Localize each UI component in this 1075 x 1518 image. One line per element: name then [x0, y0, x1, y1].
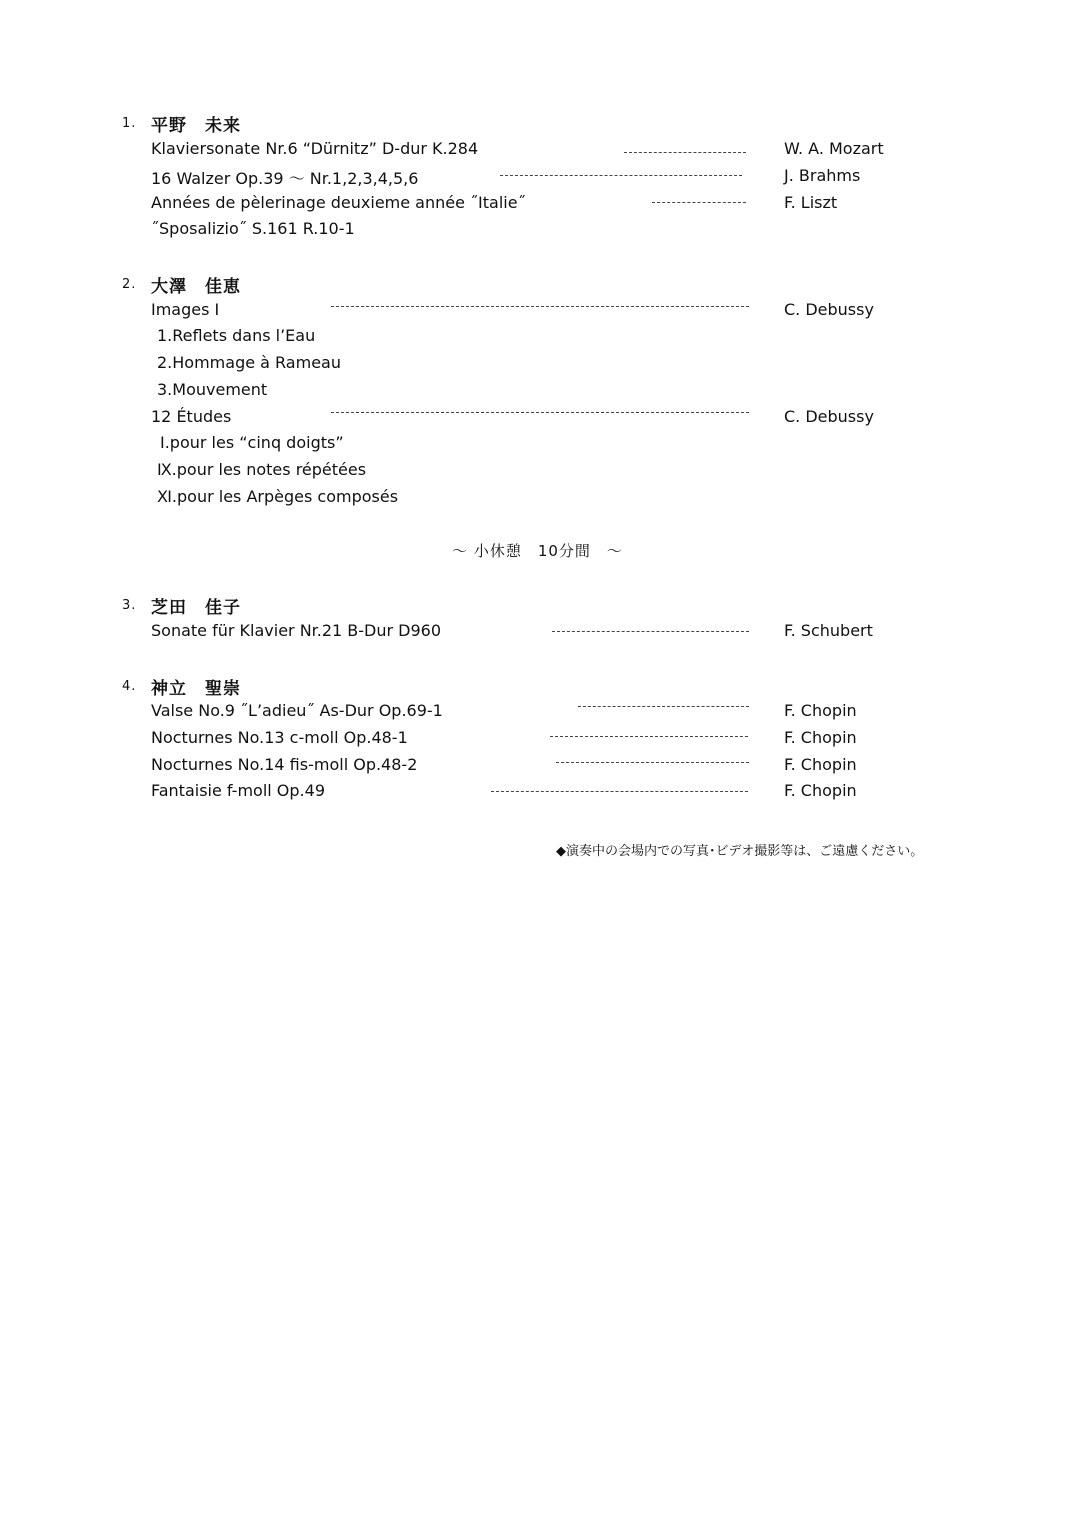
performer-name: 芝田 佳子 [151, 598, 241, 618]
leader-dots [500, 175, 742, 176]
leader-dots [331, 306, 749, 307]
piece-title: Klaviersonate Nr.6 “Dürnitz” D-dur K.284 [151, 139, 479, 158]
piece-title: Images Ⅰ [151, 300, 220, 319]
piece-title: Nocturnes No.13 c-moll Op.48-1 [151, 728, 408, 747]
composer: C. Debussy [784, 300, 874, 319]
leader-dots [550, 736, 748, 737]
composer: J. Brahms [784, 166, 861, 185]
movement-title: 2.Hommage à Rameau [157, 353, 341, 372]
piece-title: 16 Walzer Op.39 ～ Nr.1,2,3,4,5,6 [151, 169, 419, 188]
photo-video-notice: ◆演奏中の会場内での写真･ビデオ撮影等は、ご遠慮ください。 [556, 844, 924, 859]
leader-dots [624, 152, 746, 153]
performer-number: 4. [122, 679, 137, 694]
piece-title: ˝Sposalizio˝ S.161 R.10-1 [151, 219, 355, 238]
performer-number: 2. [122, 277, 137, 292]
leader-dots [552, 631, 749, 632]
leader-dots [578, 706, 749, 707]
piece-title: Fantaisie f-moll Op.49 [151, 781, 325, 800]
movement-title: 3.Mouvement [157, 380, 268, 399]
leader-dots [491, 791, 748, 792]
composer: F. Chopin [784, 781, 857, 800]
composer: W. A. Mozart [784, 139, 884, 158]
movement-title: Ⅰ.pour les “cinq doigts” [160, 433, 344, 452]
composer: F. Schubert [784, 621, 873, 640]
movement-title: 1.Reflets dans l’Eau [157, 326, 316, 345]
composer: F. Chopin [784, 701, 857, 720]
piece-title: Nocturnes No.14 fis-moll Op.48-2 [151, 755, 418, 774]
performer-number: 1. [122, 116, 137, 131]
movement-title: Ⅺ.pour les Arpèges composés [157, 487, 399, 506]
composer: F. Chopin [784, 728, 857, 747]
piece-title: Sonate für Klavier Nr.21 B-Dur D960 [151, 621, 442, 640]
piece-title: Années de pèlerinage deuxieme année ˝Italie˝ [151, 193, 526, 212]
composer: C. Debussy [784, 407, 874, 426]
composer: F. Chopin [784, 755, 857, 774]
leader-dots [556, 762, 749, 763]
piece-title: Valse No.9 ˝L’adieu˝ As-Dur Op.69-1 [151, 701, 443, 720]
performer-number: 3. [122, 598, 137, 613]
performer-name: 平野 未来 [151, 116, 241, 136]
composer: F. Liszt [784, 193, 838, 212]
intermission-note: ～ 小休憩 10分間 ～ [452, 542, 623, 560]
performer-name: 大澤 佳恵 [151, 277, 241, 297]
movement-title: Ⅸ.pour les notes répétées [157, 460, 367, 479]
leader-dots [652, 202, 746, 203]
piece-title: 12 Études [151, 407, 232, 426]
leader-dots [331, 412, 749, 413]
performer-name: 神立 聖崇 [151, 679, 241, 699]
